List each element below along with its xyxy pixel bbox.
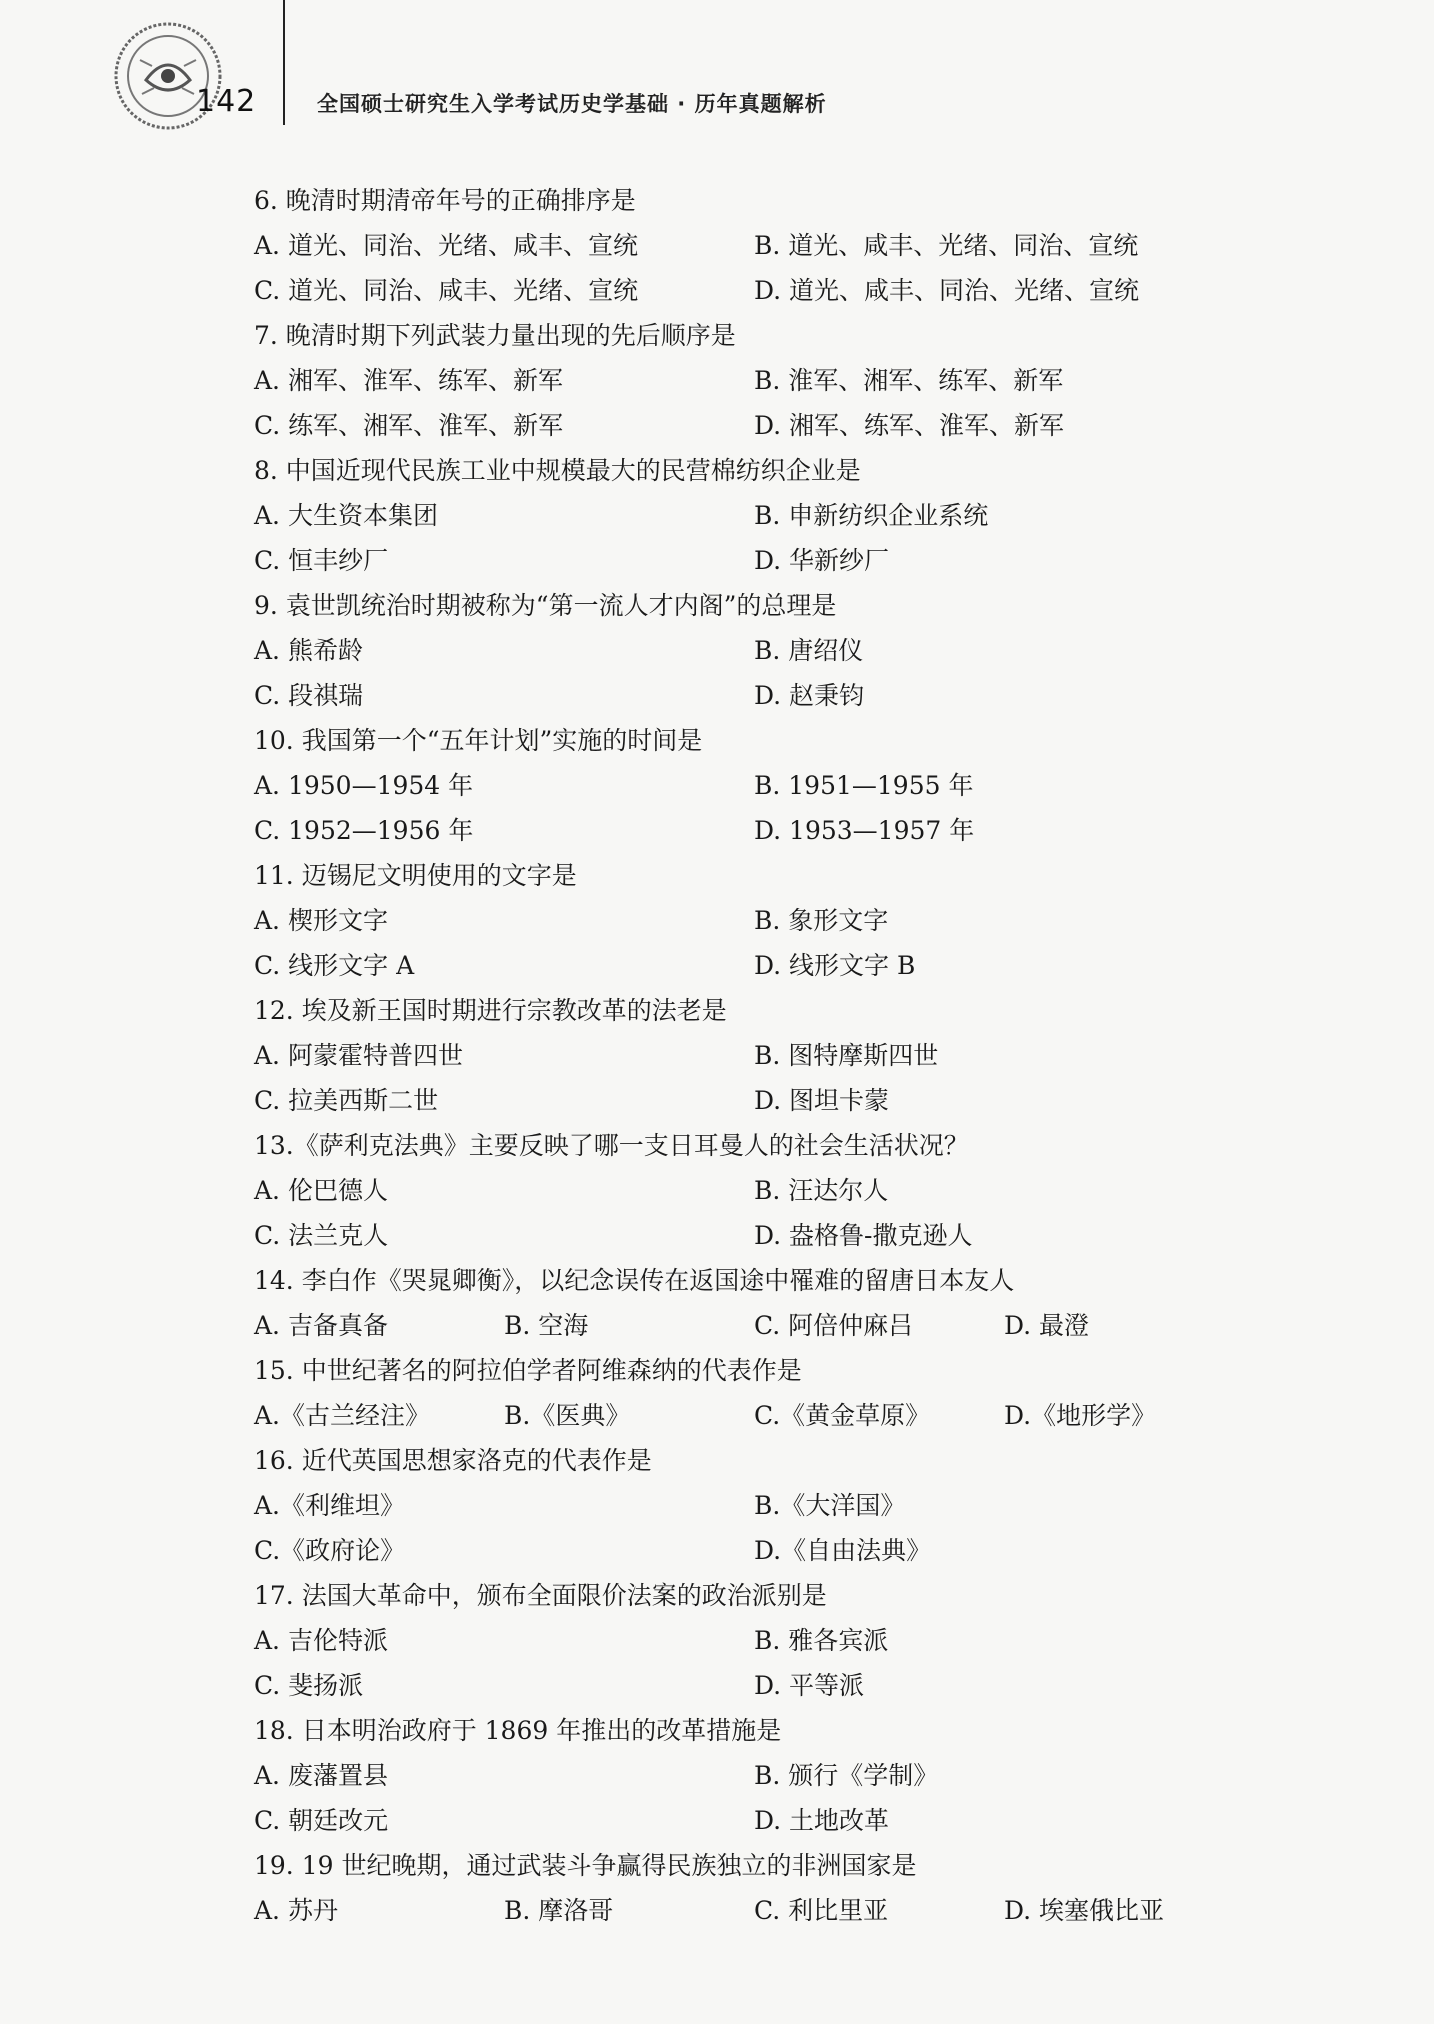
- option: C.《政府论》: [254, 1536, 406, 1565]
- option: C. 道光、同治、咸丰、光绪、宣统: [254, 276, 639, 305]
- options-row: [254, 763, 1254, 808]
- option: C. 段祺瑞: [254, 681, 364, 710]
- options-row: [254, 1078, 1254, 1123]
- option: A. 道光、同治、光绪、咸丰、宣统: [254, 231, 638, 260]
- options-row: [254, 1753, 1254, 1798]
- option: B.《医典》: [504, 1401, 631, 1430]
- book-title: 全国硕士研究生入学考试历史学基础 · 历年真题解析: [317, 92, 827, 116]
- option: B.《大洋国》: [754, 1491, 906, 1520]
- options-row: [254, 223, 1254, 268]
- option: C. 斐扬派: [254, 1671, 364, 1700]
- options-row: [254, 1663, 1254, 1708]
- option: A. 阿蒙霍特普四世: [254, 1041, 463, 1070]
- page-number: 142: [196, 84, 257, 119]
- options-row: [254, 628, 1254, 673]
- option: B. 道光、咸丰、光绪、同治、宣统: [754, 231, 1139, 260]
- question-stem: 6. 晚清时期清帝年号的正确排序是: [254, 186, 636, 215]
- question-stem: 11. 迈锡尼文明使用的文字是: [254, 861, 577, 890]
- option: C. 1952—1956 年: [254, 816, 474, 845]
- options-row: [254, 1528, 1254, 1573]
- option: D. 盎格鲁-撒克逊人: [754, 1221, 973, 1250]
- option: C. 朝廷改元: [254, 1806, 389, 1835]
- question-stem: 19. 19 世纪晚期，通过武装斗争赢得民族独立的非洲国家是: [254, 1851, 917, 1880]
- options-row: [254, 538, 1254, 583]
- option: A.《利维坦》: [254, 1491, 406, 1520]
- option: A. 伦巴德人: [254, 1176, 388, 1205]
- options-row: [254, 1798, 1254, 1843]
- options-row: [254, 808, 1254, 853]
- option: A. 大生资本集团: [254, 501, 438, 530]
- header-divider: [283, 0, 285, 125]
- option: D.《自由法典》: [754, 1536, 932, 1565]
- option: C. 利比里亚: [754, 1896, 889, 1925]
- option: D.《地形学》: [1004, 1401, 1157, 1430]
- option: C. 恒丰纱厂: [254, 546, 389, 575]
- options-row: [254, 943, 1254, 988]
- option: B. 申新纺织企业系统: [754, 501, 989, 530]
- question-list: [254, 178, 1254, 1933]
- option: D. 湘军、练军、淮军、新军: [754, 411, 1065, 440]
- option: D. 1953—1957 年: [754, 816, 975, 845]
- question-stem: 16. 近代英国思想家洛克的代表作是: [254, 1446, 652, 1475]
- option: D. 线形文字 B: [754, 951, 916, 980]
- option: A. 楔形文字: [254, 906, 388, 935]
- options-row: [254, 1213, 1254, 1258]
- option: B. 空海: [504, 1311, 589, 1340]
- question-stem: 10. 我国第一个“五年计划”实施的时间是: [254, 726, 703, 755]
- option: C. 拉美西斯二世: [254, 1086, 439, 1115]
- option: D. 道光、咸丰、同治、光绪、宣统: [754, 276, 1140, 305]
- option: D. 最澄: [1004, 1311, 1090, 1340]
- question-stem: 18. 日本明治政府于 1869 年推出的改革措施是: [254, 1716, 782, 1745]
- options-row: [254, 1483, 1254, 1528]
- option: D. 埃塞俄比亚: [1004, 1896, 1165, 1925]
- question-stem: 17. 法国大革命中，颁布全面限价法案的政治派别是: [254, 1581, 827, 1610]
- question-stem: 15. 中世纪著名的阿拉伯学者阿维森纳的代表作是: [254, 1356, 802, 1385]
- question-stem: 13.《萨利克法典》主要反映了哪一支日耳曼人的社会生活状况？: [254, 1131, 969, 1160]
- question-stem: 12. 埃及新王国时期进行宗教改革的法老是: [254, 996, 727, 1025]
- option: D. 华新纱厂: [754, 546, 890, 575]
- options-row: [254, 493, 1254, 538]
- option: A. 废藩置县: [254, 1761, 388, 1790]
- options-row: [254, 673, 1254, 718]
- question-stem: 14. 李白作《哭晁卿衡》，以纪念误传在返国途中罹难的留唐日本友人: [254, 1266, 1015, 1295]
- option: B. 雅各宾派: [754, 1626, 889, 1655]
- option: B. 颁行《学制》: [754, 1761, 939, 1790]
- option: C. 阿倍仲麻吕: [754, 1311, 914, 1340]
- options-row: [254, 403, 1254, 448]
- option: B. 1951—1955 年: [754, 771, 974, 800]
- options-row: [254, 1618, 1254, 1663]
- option: D. 平等派: [754, 1671, 865, 1700]
- options-row: [254, 1888, 1254, 1933]
- option: D. 土地改革: [754, 1806, 890, 1835]
- option: A. 吉伦特派: [254, 1626, 388, 1655]
- option: C.《黄金草原》: [754, 1401, 931, 1430]
- option: A. 1950—1954 年: [254, 771, 474, 800]
- options-row: [254, 1033, 1254, 1078]
- question-stem: 7. 晚清时期下列武装力量出现的先后顺序是: [254, 321, 736, 350]
- option: B. 象形文字: [754, 906, 889, 935]
- page-header: [0, 0, 1434, 140]
- option: D. 图坦卡蒙: [754, 1086, 890, 1115]
- options-row: [254, 1393, 1254, 1438]
- question-stem: 9. 袁世凯统治时期被称为“第一流人才内阁”的总理是: [254, 591, 837, 620]
- option: C. 法兰克人: [254, 1221, 389, 1250]
- option: A. 熊希龄: [254, 636, 363, 665]
- option: B. 图特摩斯四世: [754, 1041, 939, 1070]
- option: D. 赵秉钧: [754, 681, 865, 710]
- options-row: [254, 268, 1254, 313]
- option: A. 苏丹: [254, 1896, 338, 1925]
- option: A. 湘军、淮军、练军、新军: [254, 366, 563, 395]
- option: B. 摩洛哥: [504, 1896, 614, 1925]
- question-stem: 8. 中国近现代民族工业中规模最大的民营棉纺织企业是: [254, 456, 861, 485]
- option: A. 吉备真备: [254, 1311, 388, 1340]
- option: B. 汪达尔人: [754, 1176, 889, 1205]
- options-row: [254, 1168, 1254, 1213]
- option: B. 唐绍仪: [754, 636, 864, 665]
- option: B. 淮军、湘军、练军、新军: [754, 366, 1064, 395]
- options-row: [254, 358, 1254, 403]
- option: C. 练军、湘军、淮军、新军: [254, 411, 564, 440]
- options-row: [254, 1303, 1254, 1348]
- options-row: [254, 898, 1254, 943]
- option: C. 线形文字 A: [254, 951, 415, 980]
- option: A.《古兰经注》: [254, 1401, 431, 1430]
